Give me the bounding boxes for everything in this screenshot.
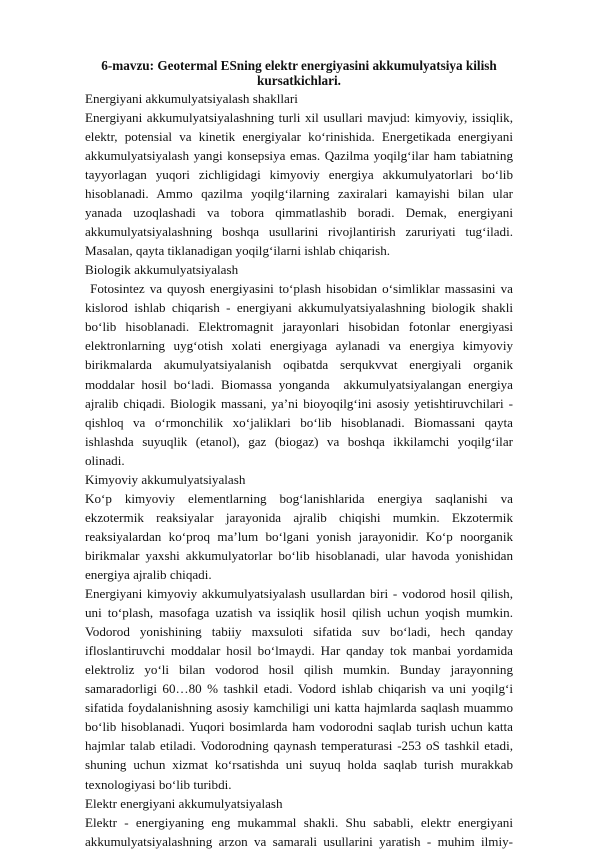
document-page [85,58,517,851]
document-title: 6-mavzu: Geotermal ESning elektr energiyasini akkumulyatsiya kilish kursatkichlari. [101,58,497,89]
section-electric [85,794,513,851]
section-forms [85,89,513,260]
section-paragraph: Energiyani kimyoviy akkumulyatsiyalash usullardan biri - vodorod hosil qilish, uni to‘plash, masofaga uzatish va issiqlik hosil qilish uchun yoqish mumkin. Vodorod yonishining tabiiy maxsuloti sifatida suv bo‘ladi, hech qanday ifloslantiruvchi moddalar hosil bo‘lmaydi. Har qanday tok manbai yordamida elektroliz yo‘li bilan vodorod hosil qilish mumkin. Bunday jarayonning samaradorligi 60…80 % tashkil etadi. Vodord ishlab chiqarish va uni yoqilg‘i sifatida foydalanishning asosiy kamchiligi uni katta hajmlarda saqlash muammo bo‘lib hisoblanadi. Yuqori bosimlarda ham vodorodni saqlab turish uchun katta hajmlar talab etiladi. Vodorodning qaynash temperaturasi -253 oS tashkil etadi, shuning uchun xizmat ko‘rsatishda uni suyuq holda saqlab turish murakkab texnologiyasi bo‘lib turibdi. [85,586,513,792]
section-paragraph: Ko‘p kimyoviy elementlarning bog‘lanishlarida energiya saqlanishi va ekzotermik reaksiyalar jarayonida ajralib chiqishi mumkin. Ekzotermik reaksiyalardan ko‘proq ma’lum bo‘lgani yonish jarayonidir. Ko‘p noorganik birikmalar yaxshi akkumulyatorlar bo‘lib hisoblanadi, ular havoda yonishidan energiya ajralib chiqadi. [85,490,513,582]
section-heading: Elektr energiyani akkumulyatsiyalash [85,795,283,811]
section-heading: Energiyani akkumulyatsiyalash shakllari [85,90,298,106]
section-heading: Kimyoviy akkumulyatsiyalash [85,471,246,487]
section-heading: Biologik akkumulyatsiyalash [85,262,239,278]
section-paragraph: Fotosintez va quyosh energiyasini to‘plash hisobidan o‘simliklar massasini va kislorod ishlab chiqarish - energiyani akkumulyatsiyalashning biologik shakli bo‘lib hisoblanadi. Elektromagnit jarayonlari hisobidan fotonlar energiyasi elektronlarning uyg‘otish xolati energiyaga aylanadi va energiya kimyoviy birikmalarda akumulyatsiyalanish oqibatda serqukvvat energiyali organik moddalar hosil bo‘ladi. Biomassa yonganda akkumulyatsiyalangan energiya ajralib chiqadi. Biologik massani, ya’ni bioyoqilg‘ini asosiy yetishtiruvchilari - qishloq va o‘rmonchilik xo‘jaliklari bo‘lib hisoblanadi. Biomassani qayta ishlashda suyuqlik (etanol), gaz (biogaz) va boshqa ikkilamchi yoqilg‘ilar olinadi. [85,281,517,468]
section-paragraph: Elektr - energiyaning eng mukammal shakli. Shu sababli, elektr energiyani akkumulyatsiyalashning arzon va samarali usullarini yaratish - muhim ilmiy- [85,814,513,849]
section-biological [85,260,517,470]
section-paragraph: Energiyani akkumulyatsiyalashning turli xil usullari mavjud: kimyoviy, issiqlik, elektr, potensial va kinetik energiyalar ko‘rinishida. Energetikada energiyani akkumulyatsiyalash yangi konsepsiya emas. Qazilma yoqilg‘ilar ham tabiatning tayyorlagan yuqori zichligidagi kimyoviy energiya akkumulyatorlari bo‘lib hisoblanadi. Ammo qazilma yoqilg‘ilarning zaxiralari kamayishi bilan ular yanada uzoqlashadi va tobora qimmatlashib boradi. Demak, energiyani akkumulyatsiyalashning boshqa usullarini rivojlantirish zaruriyati tug‘iladi. Masalan, qayta tiklanadigan yoqilg‘ilarni ishlab chiqarish. [85,109,513,259]
section-chemical [85,470,513,794]
